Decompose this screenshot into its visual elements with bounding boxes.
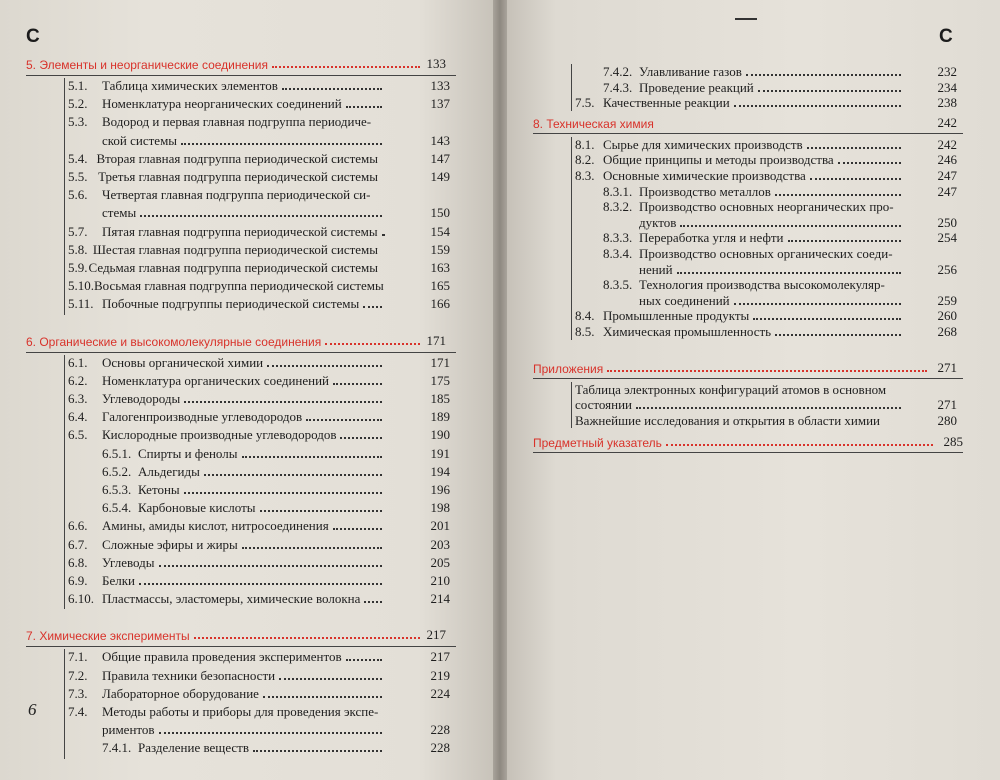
entry-title: Водород и первая главная подгруппа периодиче- bbox=[102, 114, 372, 130]
entry-number: 7.2. bbox=[68, 667, 88, 683]
dot-leader bbox=[194, 637, 420, 639]
entry-title: Переработка угля и нефти bbox=[639, 230, 784, 246]
dot-leader bbox=[242, 547, 382, 549]
entry-page: 256 bbox=[937, 261, 957, 277]
entry-title: Основные химические производства bbox=[603, 168, 806, 183]
entry-title: Углеводы bbox=[102, 554, 155, 570]
dot-leader bbox=[838, 162, 901, 164]
entry-number: 5.6. bbox=[68, 187, 88, 203]
dot-leader bbox=[306, 419, 382, 421]
dot-leader bbox=[775, 194, 901, 196]
entry-number: 7.4.3. bbox=[603, 79, 633, 95]
dot-leader bbox=[242, 456, 383, 458]
section-rule-vertical bbox=[64, 355, 65, 610]
entry-page: 149 bbox=[430, 169, 450, 184]
dot-leader bbox=[184, 492, 382, 494]
entry-title: Пластмассы, эластомеры, химические волокна bbox=[102, 591, 361, 607]
entry-title: Восьмая главная подгруппа периодической системы bbox=[94, 278, 384, 294]
entry-number: 5.9. bbox=[68, 260, 88, 275]
entry-page: 217 bbox=[426, 627, 446, 643]
toc-entry bbox=[68, 686, 386, 702]
entry-page: 137 bbox=[430, 96, 450, 112]
entry-number: 8.3. bbox=[575, 168, 595, 183]
toc-entry-cont bbox=[102, 133, 386, 149]
entry-title: Основы органической химии bbox=[102, 354, 264, 370]
entry-number: 8.1. bbox=[575, 136, 595, 152]
dot-leader bbox=[333, 528, 382, 530]
entry-number: 7.4.2. bbox=[603, 64, 633, 79]
entry-page: 271 bbox=[937, 359, 957, 375]
entry-page: 143 bbox=[430, 132, 450, 148]
toc-entry bbox=[68, 518, 386, 534]
toc-entry bbox=[68, 355, 386, 371]
entry-page: 194 bbox=[430, 463, 450, 479]
entry-page: 280 bbox=[937, 412, 957, 428]
entry-page: 232 bbox=[937, 64, 957, 79]
toc-entry-cont bbox=[639, 262, 905, 278]
entry-title: Сложные эфиры и жиры bbox=[102, 536, 238, 552]
entry-title: Производство основных неорганических про- bbox=[639, 199, 894, 215]
entry-number: 6.5.4. bbox=[102, 500, 132, 516]
entry-number: 6.5. bbox=[68, 427, 88, 443]
dot-leader bbox=[159, 565, 382, 567]
entry-page: 189 bbox=[430, 409, 450, 425]
entry-page: 201 bbox=[430, 518, 450, 534]
entry-page: 171 bbox=[426, 332, 446, 348]
dot-leader bbox=[282, 88, 382, 90]
right-page bbox=[507, 0, 1000, 780]
toc-entry bbox=[575, 324, 905, 340]
entry-title: Спирты и фенолы bbox=[138, 445, 238, 461]
section-rule bbox=[26, 352, 456, 353]
entry-number: 5.2. bbox=[68, 96, 88, 112]
entry-number: 5.7. bbox=[68, 223, 88, 239]
entry-title: Сырье для химических производств bbox=[603, 136, 803, 152]
dot-leader bbox=[636, 407, 901, 409]
dot-leader bbox=[680, 225, 901, 227]
entry-title: Технология производства высокомолекуляр- bbox=[639, 277, 885, 293]
entry-page: 133 bbox=[430, 78, 450, 93]
toc-entry bbox=[575, 95, 905, 111]
entry-title: Белки bbox=[102, 573, 135, 588]
entry-number: 8.5. bbox=[575, 324, 595, 339]
appendix-heading bbox=[533, 360, 931, 376]
toc-entry bbox=[102, 446, 386, 462]
index-heading bbox=[533, 434, 937, 450]
entry-title: Шестая главная подгруппа периодической системы bbox=[92, 241, 378, 257]
entry-title: Общие принципы и методы производства bbox=[603, 152, 834, 168]
toc-entry bbox=[68, 78, 386, 94]
entry-number: 8.3.5. bbox=[603, 277, 633, 293]
toc-entry bbox=[68, 591, 386, 607]
entry-number: 6.8. bbox=[68, 554, 88, 570]
entry-page: 260 bbox=[937, 308, 957, 324]
dot-leader bbox=[363, 306, 382, 308]
entry-title: Проведение реакций bbox=[639, 79, 754, 95]
entry-number: 8.3.4. bbox=[603, 246, 633, 261]
toc-entry bbox=[603, 80, 905, 96]
entry-number: 6.1. bbox=[68, 354, 88, 370]
toc-entry bbox=[68, 391, 386, 407]
entry-number: 8.2. bbox=[575, 152, 595, 168]
toc-entry bbox=[68, 169, 386, 185]
entry-page: 175 bbox=[430, 372, 450, 388]
entry-title: Предметный указатель bbox=[533, 436, 662, 451]
entry-number: 8.3.2. bbox=[603, 199, 633, 215]
entry-title: Кетоны bbox=[138, 482, 180, 497]
entry-page: 217 bbox=[430, 649, 450, 665]
section-rule-vertical bbox=[64, 78, 65, 315]
section-rule-vertical bbox=[64, 649, 65, 758]
toc-entry bbox=[575, 152, 905, 168]
entry-number: 7.5. bbox=[575, 95, 595, 111]
entry-title: Третья главная подгруппа периодической системы bbox=[98, 169, 378, 184]
entry-number: 6.7. bbox=[68, 536, 88, 552]
toc-entry bbox=[68, 96, 386, 112]
right-toc bbox=[507, 0, 1000, 780]
toc-entry bbox=[68, 427, 386, 443]
dot-leader bbox=[333, 383, 382, 385]
entry-title: Карбоновые кислоты bbox=[138, 500, 256, 516]
toc-entry bbox=[68, 278, 386, 294]
entry-title: Альдегиды bbox=[138, 463, 200, 479]
dot-leader bbox=[272, 66, 420, 68]
entry-title: Качественные реакции bbox=[603, 95, 730, 111]
entry-title: Приложения bbox=[533, 361, 604, 376]
entry-page: 242 bbox=[937, 114, 957, 130]
entry-page: 285 bbox=[943, 434, 963, 450]
appendix-entry: Важнейшие исследования и открытия в области химии bbox=[575, 412, 880, 428]
entry-page: 154 bbox=[430, 223, 450, 239]
dot-leader bbox=[734, 105, 901, 107]
dot-leader bbox=[204, 474, 382, 476]
entry-page: 228 bbox=[430, 740, 450, 756]
entry-number: 6.4. bbox=[68, 409, 88, 425]
entry-number: 6.3. bbox=[68, 391, 88, 406]
entry-title: Общие правила проведения экспериментов bbox=[102, 649, 342, 665]
entry-number: 6.2. bbox=[68, 372, 88, 388]
entry-number: 7.4.1. bbox=[102, 740, 132, 756]
section-rule bbox=[533, 133, 963, 134]
left-page bbox=[0, 0, 493, 780]
entry-title: Побочные подгруппы периодической системы bbox=[102, 296, 360, 312]
entry-page: 271 bbox=[937, 397, 957, 413]
entry-title: ской системы bbox=[102, 132, 178, 148]
entry-title: Производство основных органических соеди- bbox=[639, 246, 893, 261]
section-rule bbox=[26, 646, 456, 647]
entry-page: 246 bbox=[937, 152, 957, 168]
dot-leader bbox=[364, 601, 382, 603]
section-6-heading bbox=[26, 333, 424, 349]
dot-leader bbox=[325, 343, 420, 345]
dot-leader bbox=[260, 510, 382, 512]
entry-page: 147 bbox=[430, 150, 450, 166]
entry-page: 250 bbox=[937, 214, 957, 230]
entry-number: 5.11. bbox=[68, 296, 94, 312]
toc-entry bbox=[603, 230, 905, 246]
entry-number: 5.1. bbox=[68, 78, 88, 93]
right-corner-letter: С bbox=[939, 26, 953, 47]
entry-title: дуктов bbox=[639, 214, 677, 230]
toc-entry bbox=[68, 555, 386, 571]
entry-page: 210 bbox=[430, 573, 450, 588]
toc-entry bbox=[102, 464, 386, 480]
entry-title: ных соединений bbox=[639, 292, 730, 308]
toc-entry bbox=[575, 168, 905, 184]
dot-leader bbox=[788, 240, 901, 242]
entry-title: Четвертая главная подгруппа периодической си- bbox=[102, 187, 371, 203]
dot-leader bbox=[253, 750, 382, 752]
entry-title: 6. Органические и высокомолекулярные соединения bbox=[26, 334, 322, 349]
entry-title: состоянии bbox=[575, 397, 632, 413]
dot-leader bbox=[810, 178, 901, 180]
entry-number: 7.1. bbox=[68, 649, 88, 665]
entry-title: 7. Химические эксперименты bbox=[26, 629, 190, 644]
entry-title: Амины, амиды кислот, нитросоединения bbox=[102, 518, 329, 534]
toc-entry-cont bbox=[102, 205, 386, 221]
toc-entry bbox=[603, 246, 963, 262]
toc-entry bbox=[575, 308, 905, 324]
entry-page: 259 bbox=[937, 292, 957, 308]
entry-page: 159 bbox=[430, 241, 450, 257]
dot-leader bbox=[184, 401, 382, 403]
entry-number: 5.10. bbox=[68, 278, 94, 294]
dot-leader bbox=[666, 444, 933, 446]
left-page-number: 6 bbox=[28, 700, 37, 719]
toc-entry-cont bbox=[639, 215, 905, 231]
entry-page: 219 bbox=[430, 667, 450, 683]
entry-title: Методы работы и приборы для проведения экспе- bbox=[102, 704, 379, 719]
entry-page: 224 bbox=[430, 685, 450, 701]
entry-number: 5.5. bbox=[68, 169, 88, 184]
entry-title: Правила техники безопасности bbox=[102, 667, 276, 683]
toc-entry bbox=[68, 537, 386, 553]
entry-title: Кислородные производные углеводородов bbox=[102, 427, 337, 443]
entry-page: 247 bbox=[937, 183, 957, 199]
entry-page: 165 bbox=[430, 278, 450, 294]
book-gutter bbox=[493, 0, 507, 780]
toc-entry bbox=[68, 668, 386, 684]
entry-title: Вторая главная подгруппа периодической системы bbox=[96, 150, 378, 166]
toc-entry bbox=[68, 649, 386, 665]
dot-leader bbox=[677, 272, 901, 274]
entry-title: Таблица химических элементов bbox=[102, 78, 278, 93]
dot-leader bbox=[263, 696, 382, 698]
entry-number: 8.4. bbox=[575, 308, 595, 324]
toc-entry-cont bbox=[639, 293, 905, 309]
section-7-heading bbox=[26, 627, 424, 643]
entry-title: риментов bbox=[102, 722, 155, 738]
toc-entry bbox=[102, 740, 386, 756]
entry-number: 8.3.1. bbox=[603, 183, 633, 199]
dot-leader bbox=[181, 143, 382, 145]
toc-entry bbox=[68, 151, 386, 167]
dot-leader bbox=[279, 678, 382, 680]
toc-entry bbox=[68, 242, 386, 258]
entry-number: 7.3. bbox=[68, 685, 88, 701]
appendix-entry: Таблица электронных конфигураций атомов в основном bbox=[575, 381, 887, 397]
entry-title: Седьмая главная подгруппа периодической системы bbox=[88, 260, 378, 275]
entry-page: 254 bbox=[937, 230, 957, 246]
toc-entry bbox=[68, 187, 428, 203]
section-rule-vertical bbox=[571, 64, 572, 111]
toc-entry bbox=[68, 409, 386, 425]
entry-page: 171 bbox=[430, 354, 450, 370]
dot-leader bbox=[775, 334, 901, 336]
entry-page: 242 bbox=[937, 136, 957, 152]
dot-leader bbox=[758, 90, 901, 92]
dot-leader bbox=[267, 365, 382, 367]
toc-entry bbox=[68, 573, 386, 589]
entry-page: 163 bbox=[430, 260, 450, 275]
entry-number: 7.4. bbox=[68, 704, 88, 719]
entry-title: нений bbox=[639, 261, 673, 277]
entry-page: 185 bbox=[430, 391, 450, 406]
toc-entry bbox=[603, 199, 963, 215]
dot-leader bbox=[746, 74, 901, 76]
entry-title: Номенклатура неорганических соединений bbox=[102, 96, 342, 112]
toc-entry bbox=[603, 64, 905, 80]
entry-number: 6.10. bbox=[68, 591, 94, 607]
dot-leader bbox=[140, 215, 382, 217]
entry-number: 6.6. bbox=[68, 518, 88, 534]
section-rule bbox=[533, 378, 963, 379]
section-rule bbox=[26, 75, 456, 76]
dot-leader bbox=[346, 659, 382, 661]
appendix-entry-cont bbox=[575, 397, 905, 413]
section-rule bbox=[533, 452, 963, 453]
entry-number: 5.4. bbox=[68, 150, 88, 166]
toc-entry-cont bbox=[102, 722, 386, 738]
entry-number: 6.9. bbox=[68, 573, 88, 588]
entry-title: Производство металлов bbox=[639, 183, 771, 199]
entry-number: 5.8. bbox=[68, 241, 88, 257]
left-toc bbox=[0, 0, 493, 780]
dot-leader bbox=[753, 318, 901, 320]
toc-entry bbox=[575, 137, 905, 153]
toc-entry bbox=[68, 114, 428, 130]
entry-title: Пятая главная подгруппа периодической системы bbox=[102, 223, 378, 239]
entry-number: 5.3. bbox=[68, 114, 88, 130]
dot-leader bbox=[607, 370, 927, 372]
entry-page: 133 bbox=[426, 56, 446, 71]
entry-title: Номенклатура органических соединений bbox=[102, 372, 329, 388]
dot-leader bbox=[734, 303, 901, 305]
section-rule-vertical bbox=[571, 137, 572, 340]
dot-leader bbox=[159, 732, 382, 734]
toc-entry bbox=[603, 184, 905, 200]
entry-page: 203 bbox=[430, 536, 450, 552]
entry-title: Промышленные продукты bbox=[603, 308, 750, 324]
entry-title: Химическая промышленность bbox=[603, 324, 772, 339]
toc-entry bbox=[68, 296, 386, 312]
toc-entry bbox=[68, 224, 386, 240]
toc-entry bbox=[603, 277, 963, 293]
entry-title: стемы bbox=[102, 205, 137, 221]
entry-title: 5. Элементы и неорганические соединения bbox=[26, 58, 268, 72]
entry-page: 166 bbox=[430, 296, 450, 312]
entry-page: 234 bbox=[937, 79, 957, 95]
toc-entry bbox=[102, 500, 386, 516]
entry-title: Улавливание газов bbox=[639, 64, 742, 79]
section-rule-vertical bbox=[571, 382, 572, 429]
toc-entry bbox=[68, 373, 386, 389]
entry-page: 191 bbox=[430, 445, 450, 461]
entry-number: 8.3.3. bbox=[603, 230, 633, 246]
entry-title: Углеводороды bbox=[102, 391, 181, 406]
entry-number: 6.5.3. bbox=[102, 482, 132, 497]
entry-page: 205 bbox=[430, 554, 450, 570]
toc-entry bbox=[68, 260, 386, 276]
toc-entry bbox=[102, 482, 386, 498]
entry-page: 190 bbox=[430, 427, 450, 443]
entry-page: 238 bbox=[937, 95, 957, 111]
entry-page: 247 bbox=[937, 168, 957, 183]
dot-leader bbox=[139, 583, 382, 585]
section-8-heading bbox=[533, 115, 927, 131]
toc-entry bbox=[68, 704, 428, 720]
entry-page: 228 bbox=[430, 722, 450, 738]
entry-title: Галогенпроизводные углеводородов bbox=[102, 409, 303, 425]
entry-number: 6.5.2. bbox=[102, 463, 132, 479]
dot-leader bbox=[340, 437, 382, 439]
entry-page: 268 bbox=[937, 324, 957, 339]
entry-page: 196 bbox=[430, 482, 450, 497]
entry-page: 214 bbox=[430, 591, 450, 607]
entry-title: 8. Техническая химия bbox=[533, 116, 654, 131]
left-corner-letter: С bbox=[26, 26, 40, 47]
entry-page: 198 bbox=[430, 500, 450, 516]
dot-leader bbox=[807, 147, 901, 149]
entry-page: 150 bbox=[430, 205, 450, 221]
entry-title: Разделение веществ bbox=[138, 740, 250, 756]
section-5-heading bbox=[26, 56, 424, 72]
dot-leader bbox=[346, 106, 382, 108]
entry-title: Лабораторное оборудование bbox=[102, 685, 259, 701]
entry-number: 6.5.1. bbox=[102, 445, 132, 461]
